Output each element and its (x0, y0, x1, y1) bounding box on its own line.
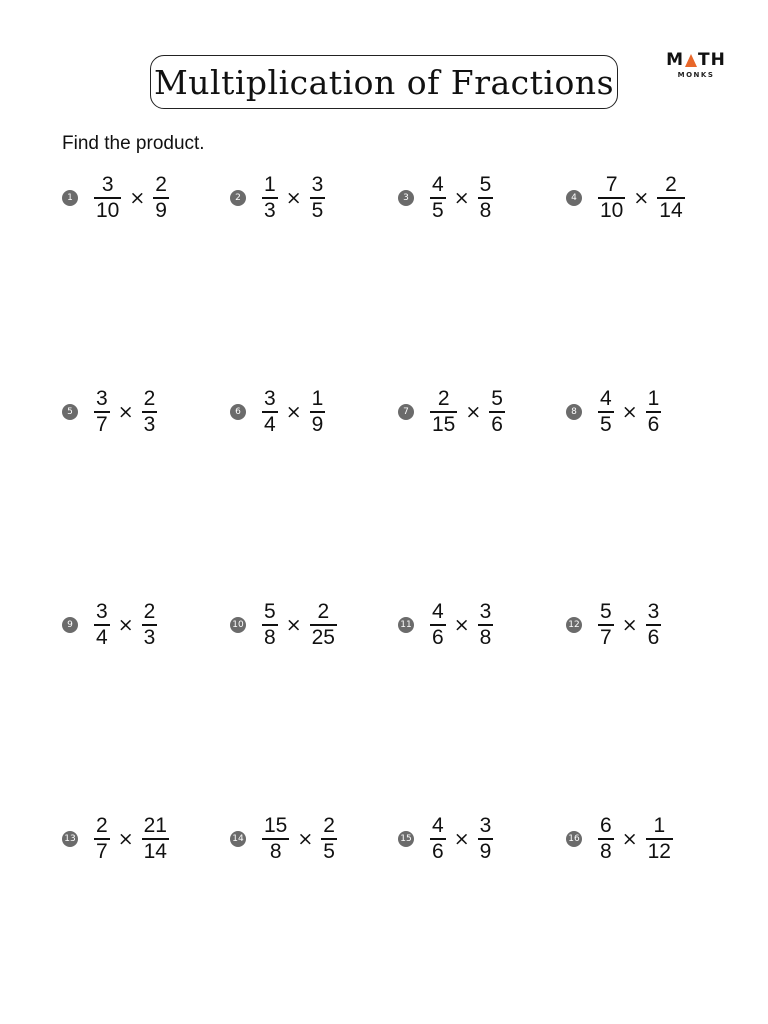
numerator: 3 (96, 387, 108, 410)
fraction (430, 815, 446, 863)
problem-number-badge: 8 (566, 404, 582, 420)
denominator: 25 (311, 625, 335, 649)
denominator: 5 (311, 198, 324, 222)
denominator: 6 (432, 625, 444, 649)
denominator: 3 (143, 625, 156, 649)
fraction (646, 815, 673, 863)
denominator: 6 (432, 839, 444, 863)
multiply-sign: × (297, 827, 314, 850)
denominator: 9 (155, 198, 167, 222)
denominator: 5 (432, 198, 444, 222)
fraction (489, 388, 505, 436)
denominator: 9 (311, 412, 324, 436)
denominator: 4 (96, 625, 108, 649)
numerator: 5 (600, 600, 612, 623)
fraction (142, 388, 158, 436)
denominator: 5 (323, 839, 335, 863)
denominator: 12 (647, 839, 671, 863)
problem-item (62, 388, 159, 436)
problem-item (566, 388, 663, 436)
numerator: 1 (264, 173, 276, 196)
title-box (150, 55, 618, 109)
multiply-sign: × (465, 400, 482, 423)
problem-item (566, 815, 675, 863)
multiply-sign: × (117, 613, 134, 636)
multiply-sign: × (453, 827, 470, 850)
denominator: 8 (479, 198, 492, 222)
numerator: 1 (647, 387, 660, 410)
fraction (142, 815, 169, 863)
numerator: 2 (96, 814, 108, 837)
problem-item (398, 601, 495, 649)
problem-number-badge: 5 (62, 404, 78, 420)
denominator: 7 (96, 412, 108, 436)
problem-item (230, 601, 339, 649)
numerator: 5 (479, 173, 492, 196)
fraction (478, 174, 494, 222)
denominator: 8 (269, 839, 282, 863)
denominator: 7 (96, 839, 108, 863)
problem-number-badge: 15 (398, 831, 414, 847)
numerator: 2 (323, 814, 335, 837)
multiply-sign: × (285, 400, 302, 423)
numerator: 15 (264, 814, 288, 837)
problem-item (62, 601, 159, 649)
problem-number-badge: 10 (230, 617, 246, 633)
problem-item (230, 174, 327, 222)
math-monks-logo (666, 52, 726, 79)
problem-number-badge: 13 (62, 831, 78, 847)
denominator: 14 (659, 198, 683, 222)
denominator: 4 (264, 412, 276, 436)
problem-number-badge: 6 (230, 404, 246, 420)
problem-number-badge: 1 (62, 190, 78, 206)
logo-letter-m: M (666, 50, 685, 70)
multiply-sign: × (621, 613, 638, 636)
numerator: 5 (491, 387, 503, 410)
problem-item (398, 388, 507, 436)
numerator: 1 (311, 387, 324, 410)
denominator: 6 (491, 412, 503, 436)
denominator: 3 (264, 198, 276, 222)
logo-letters-th: TH (698, 50, 726, 70)
numerator: 3 (311, 173, 324, 196)
fraction (142, 601, 158, 649)
fraction (262, 388, 278, 436)
denominator: 6 (647, 625, 660, 649)
fraction (478, 601, 494, 649)
problem-number-badge: 2 (230, 190, 246, 206)
fraction (310, 388, 326, 436)
multiply-sign: × (285, 613, 302, 636)
denominator: 3 (143, 412, 156, 436)
problem-number-badge: 11 (398, 617, 414, 633)
denominator: 10 (96, 198, 120, 222)
fraction (94, 388, 110, 436)
numerator: 2 (437, 387, 450, 410)
problem-item (566, 601, 663, 649)
problem-item (230, 388, 327, 436)
numerator: 3 (96, 600, 108, 623)
fraction (94, 815, 110, 863)
problem-number-badge: 3 (398, 190, 414, 206)
multiply-sign: × (129, 186, 146, 209)
numerator: 4 (600, 387, 612, 410)
denominator: 7 (600, 625, 612, 649)
numerator: 2 (143, 600, 156, 623)
fraction (478, 815, 494, 863)
multiply-sign: × (633, 186, 650, 209)
numerator: 3 (479, 600, 492, 623)
page-title: Multiplication of Fractions (154, 62, 614, 102)
fraction (430, 388, 457, 436)
problem-number-badge: 12 (566, 617, 582, 633)
fraction (153, 174, 169, 222)
fraction (94, 601, 110, 649)
denominator: 9 (479, 839, 492, 863)
fraction (321, 815, 337, 863)
multiply-sign: × (453, 613, 470, 636)
logo-triangle-icon (685, 54, 697, 67)
numerator: 3 (101, 173, 114, 196)
problem-item (62, 815, 171, 863)
fraction (310, 601, 337, 649)
multiply-sign: × (117, 400, 134, 423)
fraction (598, 174, 625, 222)
numerator: 5 (264, 600, 276, 623)
fraction (94, 174, 121, 222)
problem-item (62, 174, 171, 222)
denominator: 10 (600, 198, 624, 222)
fraction (262, 815, 289, 863)
numerator: 4 (432, 173, 444, 196)
fraction (646, 388, 662, 436)
fraction (262, 174, 278, 222)
multiply-sign: × (621, 827, 638, 850)
numerator: 21 (143, 814, 167, 837)
denominator: 6 (647, 412, 660, 436)
denominator: 8 (479, 625, 492, 649)
fraction (262, 601, 278, 649)
fraction (598, 815, 614, 863)
fraction (646, 601, 662, 649)
numerator: 7 (605, 173, 618, 196)
problem-number-badge: 16 (566, 831, 582, 847)
multiply-sign: × (285, 186, 302, 209)
problem-item (398, 174, 495, 222)
problem-item (566, 174, 687, 222)
numerator: 2 (155, 173, 167, 196)
problem-item (230, 815, 339, 863)
fraction (598, 388, 614, 436)
numerator: 4 (432, 600, 444, 623)
denominator: 15 (432, 412, 456, 436)
numerator: 3 (264, 387, 276, 410)
instruction-text: Find the product. (62, 133, 205, 154)
numerator: 2 (665, 173, 677, 196)
problem-number-badge: 14 (230, 831, 246, 847)
numerator: 4 (432, 814, 444, 837)
fraction (657, 174, 684, 222)
fraction (598, 601, 614, 649)
problem-number-badge: 7 (398, 404, 414, 420)
logo-subtext: MONKS (677, 71, 715, 79)
problem-item (398, 815, 495, 863)
multiply-sign: × (117, 827, 134, 850)
numerator: 2 (143, 387, 156, 410)
fraction (310, 174, 326, 222)
numerator: 6 (600, 814, 612, 837)
fraction (430, 601, 446, 649)
numerator: 3 (479, 814, 492, 837)
denominator: 8 (600, 839, 612, 863)
denominator: 8 (264, 625, 276, 649)
numerator: 3 (647, 600, 660, 623)
numerator: 1 (653, 814, 666, 837)
denominator: 14 (143, 839, 167, 863)
multiply-sign: × (453, 186, 470, 209)
denominator: 5 (600, 412, 612, 436)
problem-number-badge: 4 (566, 190, 582, 206)
numerator: 2 (317, 600, 330, 623)
multiply-sign: × (621, 400, 638, 423)
problem-number-badge: 9 (62, 617, 78, 633)
fraction (430, 174, 446, 222)
